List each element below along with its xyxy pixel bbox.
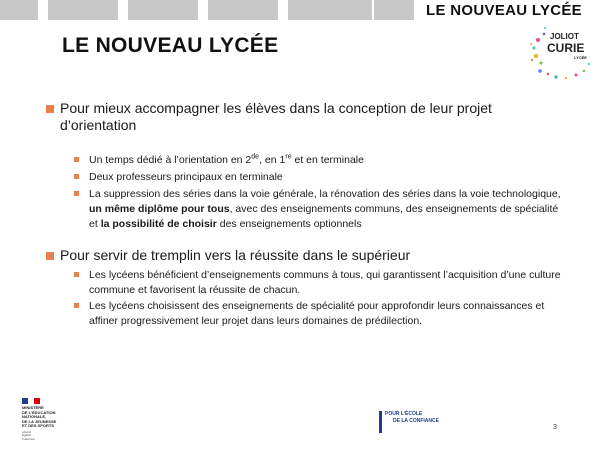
ministry-logo — [22, 398, 62, 441]
sub-bullet-square-icon — [74, 303, 79, 308]
sub-bullet-square-icon — [74, 191, 79, 196]
slide-title: LE NOUVEAU LYCÉE — [62, 34, 279, 57]
bullet-square-icon — [46, 105, 54, 113]
ecole-bar-icon — [379, 411, 382, 433]
ecole-line2: DE LA CONFIANCE — [393, 418, 439, 424]
bullet-orientation — [46, 100, 566, 134]
joliot-curie-logo — [528, 26, 594, 82]
sub-bullet-text: Les lycéens bénéficient d’enseignements communs à tous, qui garantissent l’acquisition d’une culture commune et favorisent la réussite de chacun. — [89, 269, 561, 296]
sub-bullet-square-icon — [74, 157, 79, 162]
sub-bullet-text: Un temps dédié à l’orientation en 2de, en 1re et en terminale — [89, 153, 364, 166]
sub-bullet-specialite — [74, 299, 564, 329]
bullet-tremplin-text: Pour servir de tremplin vers la réussite dans le supérieur — [60, 247, 411, 263]
sub-bullet-square-icon — [74, 174, 79, 179]
sub-bullet-professeurs — [74, 170, 564, 184]
page-number: 3 — [553, 424, 557, 431]
ministry-name: MINISTÈRE DE L’ÉDUCATION NATIONALE, DE LA JEUNESSE ET DES SPORTS — [22, 405, 57, 429]
sub-bullet-enseignements-communs — [74, 268, 564, 298]
ministry-motto: Liberté Égalité Fraternité — [22, 429, 35, 441]
sub-bullet-temps-dedie — [74, 153, 564, 167]
logo-line3: LYCÉE — [574, 55, 587, 60]
ecole-confiance-logo — [385, 411, 465, 425]
sub-bullet-text: La suppression des séries dans la voie générale, la rénovation des séries dans la voie technologique, un même diplôme pour tous, avec des enseignements communs, des enseignements de spécialité et la possibilité de choisir des enseignements optionnels — [89, 188, 561, 230]
logo-line1: JOLIOT — [550, 32, 579, 41]
marianne-flag-icon — [22, 398, 40, 404]
header-label: LE NOUVEAU LYCÉE — [426, 2, 582, 19]
sub-bullet-square-icon — [74, 272, 79, 277]
bullet-square-icon — [46, 252, 54, 260]
logo-line2: CURIE — [547, 41, 585, 55]
sub-bullet-text: Les lycéens choisissent des enseignements de spécialité pour approfondir leurs connaissances et affiner progressivement leur projet dans leurs domaines de prédilection. — [89, 300, 545, 327]
sub-bullet-suppression-series — [74, 187, 564, 232]
bullet-orientation-text: Pour mieux accompagner les élèves dans la conception de leur projet d’orientation — [60, 100, 492, 133]
ecole-line1: POUR L’ÉCOLE — [385, 411, 423, 417]
bullet-tremplin — [46, 247, 566, 264]
sub-bullet-text: Deux professeurs principaux en terminale — [89, 171, 283, 183]
